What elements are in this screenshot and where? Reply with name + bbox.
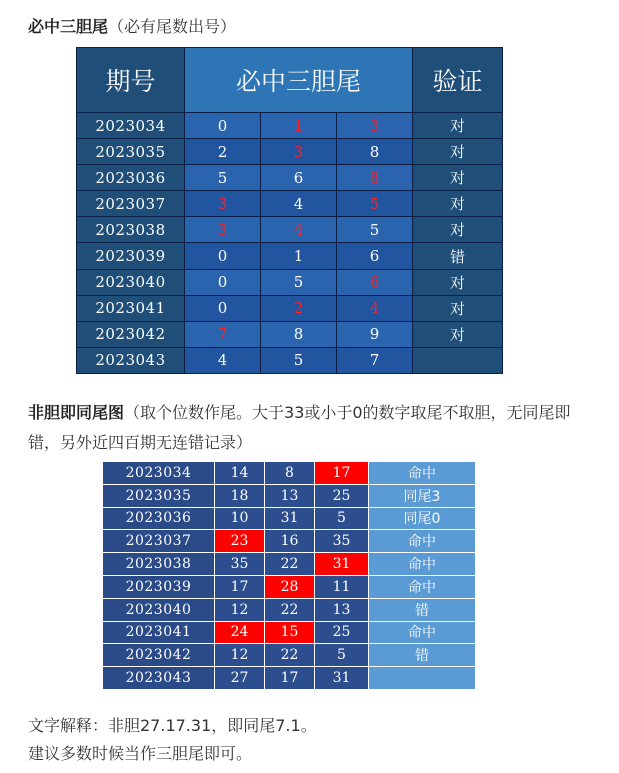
period-cell: 2023040 [77,269,185,295]
three-tail-header: 必中三胆尾 [185,48,413,113]
result-cell: 命中 [369,575,476,598]
same-tail-row [103,575,476,598]
number-cell: 10 [215,507,265,530]
period-cell: 2023038 [77,217,185,243]
same-tail-row [103,598,476,621]
tail-number-cell: 9 [337,321,413,347]
tail-number-cell: 0 [185,269,261,295]
number-cell: 18 [215,484,265,507]
tail-number-cell: 6 [337,243,413,269]
tail-number-cell: 0 [185,113,261,139]
same-tail-row [103,644,476,667]
tail-number-cell: 5 [185,165,261,191]
period-cell: 2023040 [103,598,215,621]
result-cell: 同尾0 [369,507,476,530]
tail-number-cell: 1 [261,243,337,269]
number-cell: 31 [315,553,369,576]
result-cell: 错 [369,644,476,667]
period-cell: 2023038 [103,553,215,576]
same-tail-row [103,553,476,576]
number-cell: 31 [265,507,315,530]
number-cell: 28 [265,575,315,598]
three-tail-row [77,347,503,373]
tail-number-cell: 5 [337,191,413,217]
tail-number-cell: 4 [261,191,337,217]
tail-number-cell: 3 [337,113,413,139]
period-cell: 2023042 [77,321,185,347]
number-cell: 12 [215,644,265,667]
number-cell: 17 [215,575,265,598]
verify-header: 验证 [413,48,503,113]
number-cell: 22 [265,644,315,667]
tail-number-cell: 3 [261,139,337,165]
period-cell: 2023041 [77,295,185,321]
three-tail-row [77,217,503,243]
tail-number-cell: 7 [185,321,261,347]
result-cell [369,667,476,690]
verify-cell: 对 [413,269,503,295]
number-cell: 5 [315,644,369,667]
note-line-1: 文字解释：非胆27.17.31，即同尾7.1。 [28,716,317,735]
number-cell: 11 [315,575,369,598]
verify-cell: 对 [413,139,503,165]
section2-heading [28,398,598,458]
section2-title: 非胆即同尾图 [28,403,125,422]
period-cell: 2023035 [77,139,185,165]
tail-number-cell: 3 [185,217,261,243]
three-tail-row [77,295,503,321]
three-tail-row [77,139,503,165]
same-tail-row [103,530,476,553]
same-tail-row [103,484,476,507]
tail-number-cell: 2 [185,139,261,165]
result-cell: 错 [369,598,476,621]
section1-heading [28,16,236,38]
period-cell: 2023041 [103,621,215,644]
tail-number-cell: 4 [261,217,337,243]
period-cell: 2023039 [77,243,185,269]
verify-cell [413,347,503,373]
same-tail-row [103,667,476,690]
verify-cell: 对 [413,165,503,191]
tail-number-cell: 0 [185,243,261,269]
tail-number-cell: 2 [261,295,337,321]
same-tail-table [102,461,476,690]
period-cell: 2023035 [103,484,215,507]
result-cell: 命中 [369,462,476,485]
number-cell: 23 [215,530,265,553]
result-cell: 同尾3 [369,484,476,507]
number-cell: 14 [215,462,265,485]
section1-title: 必中三胆尾 [28,17,109,36]
three-tail-row [77,165,503,191]
tail-number-cell: 6 [261,165,337,191]
result-cell: 命中 [369,621,476,644]
three-tail-row [77,113,503,139]
same-tail-row [103,462,476,485]
tail-number-cell: 5 [261,347,337,373]
tail-number-cell: 8 [337,139,413,165]
number-cell: 12 [215,598,265,621]
number-cell: 13 [315,598,369,621]
same-tail-row [103,621,476,644]
three-tail-header-row [77,48,503,113]
number-cell: 5 [315,507,369,530]
verify-cell: 对 [413,113,503,139]
number-cell: 13 [265,484,315,507]
verify-cell: 对 [413,191,503,217]
tail-number-cell: 1 [261,113,337,139]
number-cell: 24 [215,621,265,644]
period-header: 期号 [77,48,185,113]
number-cell: 25 [315,484,369,507]
verify-cell: 对 [413,321,503,347]
result-cell: 命中 [369,553,476,576]
number-cell: 22 [265,598,315,621]
number-cell: 25 [315,621,369,644]
tail-number-cell: 0 [185,295,261,321]
tail-number-cell: 8 [337,165,413,191]
verify-cell: 对 [413,217,503,243]
tail-number-cell: 7 [337,347,413,373]
period-cell: 2023034 [77,113,185,139]
period-cell: 2023036 [103,507,215,530]
period-cell: 2023042 [103,644,215,667]
three-tail-row [77,191,503,217]
period-cell: 2023039 [103,575,215,598]
section1-subtitle: （必有尾数出号） [108,17,237,36]
three-tail-row [77,269,503,295]
tail-number-cell: 4 [337,295,413,321]
three-tail-table [76,47,503,374]
tail-number-cell: 5 [261,269,337,295]
tail-number-cell: 3 [185,191,261,217]
period-cell: 2023043 [103,667,215,690]
note-line-2: 建议多数时候当作三胆尾即可。 [28,744,253,763]
three-tail-row [77,243,503,269]
same-tail-row [103,507,476,530]
tail-number-cell: 8 [261,321,337,347]
number-cell: 16 [265,530,315,553]
period-cell: 2023034 [103,462,215,485]
period-cell: 2023043 [77,347,185,373]
number-cell: 17 [265,667,315,690]
number-cell: 31 [315,667,369,690]
verify-cell: 错 [413,243,503,269]
section2-subtitle: （取个位数作尾。大于33或小于0的数字取尾不取胆，无同尾即错，另外近四百期无连错记录） [28,403,571,452]
period-cell: 2023037 [77,191,185,217]
number-cell: 35 [315,530,369,553]
tail-number-cell: 6 [337,269,413,295]
period-cell: 2023036 [77,165,185,191]
number-cell: 27 [215,667,265,690]
period-cell: 2023037 [103,530,215,553]
number-cell: 17 [315,462,369,485]
tail-number-cell: 5 [337,217,413,243]
number-cell: 22 [265,553,315,576]
three-tail-row [77,321,503,347]
result-cell: 命中 [369,530,476,553]
verify-cell: 对 [413,295,503,321]
tail-number-cell: 4 [185,347,261,373]
number-cell: 15 [265,621,315,644]
number-cell: 35 [215,553,265,576]
number-cell: 8 [265,462,315,485]
